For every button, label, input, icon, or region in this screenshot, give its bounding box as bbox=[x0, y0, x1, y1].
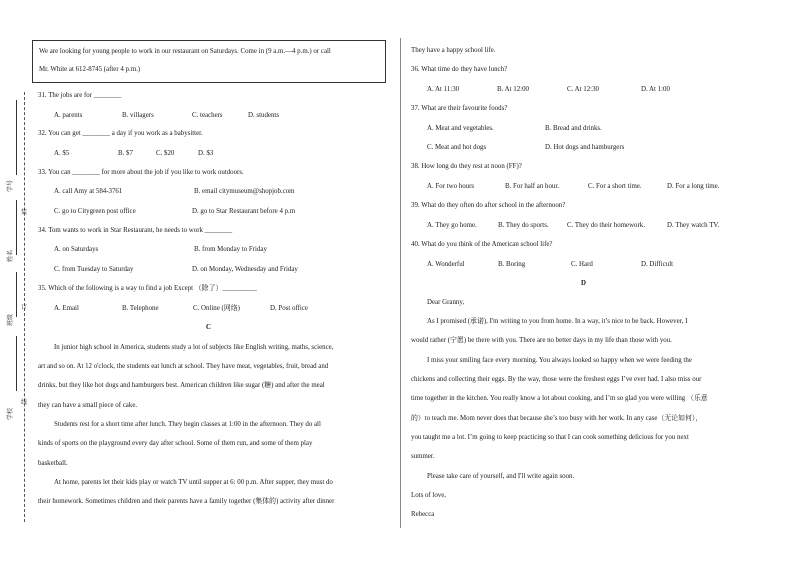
option: D. Post office bbox=[270, 305, 308, 312]
notice-line: We are looking for young people to work in our restaurant on Saturdays. Come in (9 a.m.—4 p.m.) or call bbox=[39, 48, 331, 55]
option: A. Wonderful bbox=[427, 261, 465, 268]
question-stem: 31. The jobs are for ________ bbox=[38, 92, 122, 99]
letter-line: time together in the kitchen. You really know a lot about cooking, and I’m so glad you were willing （乐意 bbox=[411, 395, 708, 402]
label-class: 班级 bbox=[8, 313, 14, 326]
class-underline bbox=[16, 272, 17, 317]
letter-line: you taught me a lot. I’m going to keep practicing so that I can cook something delicious for you next bbox=[411, 434, 689, 441]
section-heading-d: D bbox=[581, 280, 586, 287]
school-underline bbox=[16, 336, 17, 391]
option: C. They do their homework. bbox=[567, 222, 645, 229]
passage-line: Students rest for a short time after lunch. They begin classes at 1:00 in the afternoon. They do all bbox=[54, 421, 321, 428]
option: D. Hot dogs and hamburgers bbox=[545, 144, 625, 151]
option: D. For a long time. bbox=[667, 183, 720, 190]
label-school: 学校 bbox=[8, 407, 14, 420]
notice-box bbox=[32, 40, 386, 83]
passage-line: they can have a small piece of cake. bbox=[38, 402, 138, 409]
label-name: 姓名 bbox=[8, 249, 14, 262]
bind-mark: 订 bbox=[21, 305, 28, 311]
letter-line: would rather (宁愿) be there with you. There are no better days in my life than those with you. bbox=[411, 337, 672, 344]
option: D. $3 bbox=[198, 150, 214, 157]
option: D. At 1:00 bbox=[641, 86, 670, 93]
question-stem: 33. You can ________ for more about the job if you like to work outdoors. bbox=[38, 169, 244, 176]
option: D. Difficult bbox=[641, 261, 674, 268]
option: C. go to Citygreen post office bbox=[54, 208, 136, 215]
option: B. They do sports. bbox=[498, 222, 549, 229]
passage-line: art and so on. At 12 o'clock, the students eat lunch at school. They have meat, vegetables, fruit, bread and bbox=[38, 363, 329, 370]
question-stem: 39. What do they often do after school in the afternoon? bbox=[411, 202, 566, 209]
option: A. At 11:30 bbox=[427, 86, 460, 93]
option: B. villagers bbox=[122, 112, 154, 119]
letter-line: I miss your smiling face every morning. You always looked so happy when we were feeding the bbox=[427, 357, 692, 364]
question-stem: 36. What time do they have lunch? bbox=[411, 66, 508, 73]
option: D. They watch TV. bbox=[667, 222, 720, 229]
option: A. Email bbox=[54, 305, 79, 312]
binding-margin bbox=[0, 0, 34, 562]
option: A. For two hours bbox=[427, 183, 475, 190]
option: A. parents bbox=[54, 112, 83, 119]
bind-mark: 线 bbox=[21, 400, 28, 406]
passage-line: their homework. Sometimes children and their parents have a family together (集体的) activity after dinner bbox=[38, 498, 335, 505]
passage-line: In junior high school in America, students study a lot of subjects like English writing, maths, science, bbox=[54, 344, 334, 351]
option: A. on Saturdays bbox=[54, 246, 99, 253]
option: C. For a short time. bbox=[588, 183, 642, 190]
option: C. teachers bbox=[192, 112, 223, 119]
label-student-id: 学号 bbox=[8, 179, 14, 192]
question-stem: 37. What are their favourite foods? bbox=[411, 105, 508, 112]
question-stem: 35. Which of the following is a way to find a job Except （除了）__________ bbox=[38, 285, 257, 292]
option: C. At 12:30 bbox=[567, 86, 599, 93]
option: B. For half an hour. bbox=[505, 183, 559, 190]
option: C. $20 bbox=[156, 150, 175, 157]
letter-signature: Rebecca bbox=[411, 511, 435, 518]
option: B. Bread and drinks. bbox=[545, 125, 602, 132]
letter-greeting: Dear Granny, bbox=[427, 299, 465, 306]
option: B. email citymuseum@shopjob.com bbox=[194, 188, 295, 195]
option: B. Telephone bbox=[122, 305, 159, 312]
option: C. Hard bbox=[571, 261, 593, 268]
option: C. Meat and hot dogs bbox=[427, 144, 487, 151]
option: A. call Amy at 584-3761 bbox=[54, 188, 123, 195]
option: C. Online (网络) bbox=[193, 305, 240, 312]
option: C. from Tuesday to Saturday bbox=[54, 266, 134, 273]
passage-line: At home, parents let their kids play or watch TV until supper at 6: 00 p.m. After supper, they must do bbox=[54, 479, 333, 486]
letter-line: summer. bbox=[411, 453, 435, 460]
letter-line: 的）to teach me. Mom never does that because she’s too busy with her work. In any case（无论如何）， bbox=[411, 415, 703, 422]
letter-signoff: Lots of love, bbox=[411, 492, 447, 499]
column-divider bbox=[400, 38, 401, 528]
option: B. $7 bbox=[118, 150, 133, 157]
option: D. go to Star Restaurant before 4 p.m bbox=[192, 208, 296, 215]
passage-line: kinds of sports on the playground every day after school. Some of them run, and some of them play bbox=[38, 440, 313, 447]
letter-closing-line: Please take care of yourself, and I'll write again soon. bbox=[427, 473, 575, 480]
option: B. from Monday to Friday bbox=[194, 246, 267, 253]
section-heading-c: C bbox=[206, 324, 211, 331]
question-stem: 34. Tom wants to work in Star Restaurant, he needs to work ________ bbox=[38, 227, 233, 234]
name-underline bbox=[16, 200, 17, 255]
option: D. on Monday, Wednesday and Friday bbox=[192, 266, 298, 273]
option: A. They go home. bbox=[427, 222, 477, 229]
option: A. $5 bbox=[54, 150, 70, 157]
student-id-underline bbox=[16, 100, 17, 175]
notice-line: Mr. White at 612-8745 (after 4 p.m.) bbox=[39, 65, 141, 73]
question-stem: 38. How long do they rest at noon (FF)? bbox=[411, 163, 522, 170]
question-stem: 32. You can get ________ a day if you work as a babysitter. bbox=[38, 130, 203, 137]
option: D. students bbox=[248, 112, 280, 119]
question-stem: 40. What do you think of the American school life? bbox=[411, 241, 553, 248]
option: B. At 12:00 bbox=[497, 86, 529, 93]
passage-line: drinks, but they like hot dogs and hamburgers best. American children like sugar (糖) and after the meal bbox=[38, 382, 325, 389]
passage-line: basketball. bbox=[38, 460, 68, 467]
bind-mark: 装 bbox=[21, 210, 28, 216]
option: A. Meat and vegetables. bbox=[427, 125, 494, 132]
letter-line: As I promised (承诺), I'm writing to you from home. In a way, it’s nice to be back. However, I bbox=[427, 318, 688, 325]
letter-line: chickens and collecting their eggs. By the way, those were the freshest eggs I’ve ever had. I also miss our bbox=[411, 376, 702, 383]
option: B. Boring bbox=[498, 261, 526, 268]
passage-line: They have a happy school life. bbox=[411, 47, 496, 54]
